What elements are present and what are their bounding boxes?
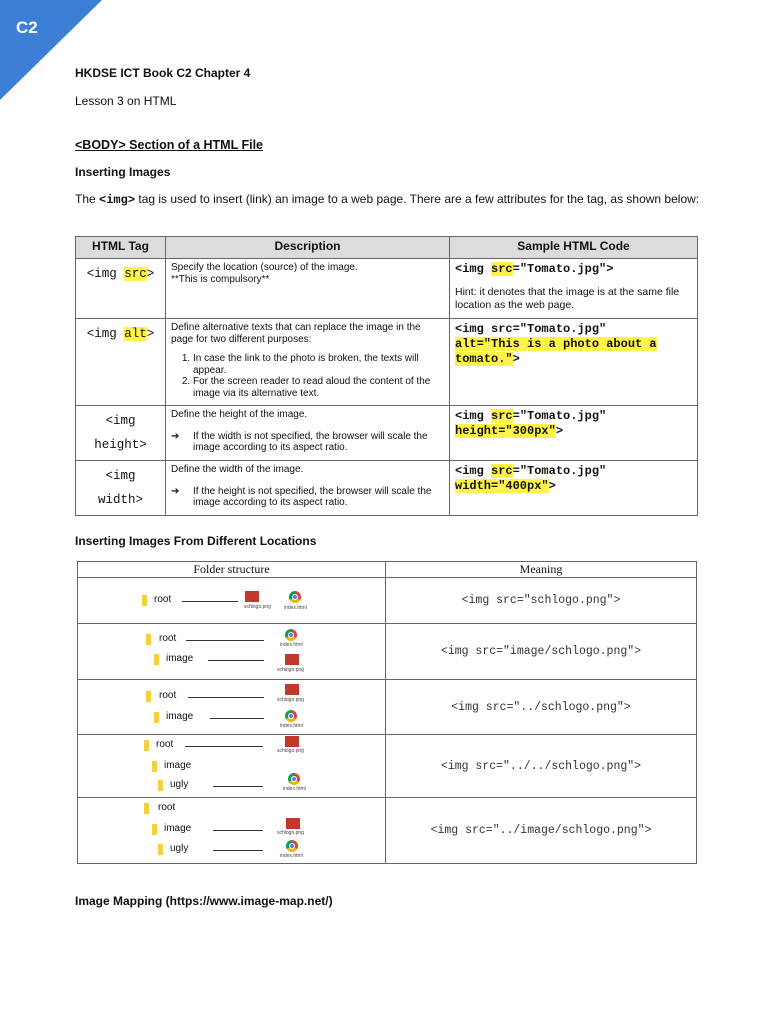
arrow-right-icon: ➔	[171, 485, 180, 497]
image-mapping-heading: Image Mapping (https://www.image-map.net/)	[75, 894, 333, 908]
file-label: schlogo.png	[277, 697, 304, 703]
table-row	[78, 798, 697, 864]
tag-cell: <img alt>	[76, 319, 166, 406]
meaning-cell: <img src="../schlogo.png">	[386, 680, 697, 735]
table-header-row	[76, 237, 698, 259]
inserting-images-intro: The <img> tag is used to insert (link) an image to a web page. There are a few attributes for the tag, as shown below:	[75, 192, 700, 207]
folder-structure-cell	[78, 624, 386, 680]
folder-label: ugly	[170, 779, 189, 790]
folder-icon	[152, 761, 157, 772]
image-locations-table	[77, 561, 697, 864]
table-row	[76, 259, 698, 319]
book-title: HKDSE ICT Book C2 Chapter 4	[75, 66, 251, 80]
folder-icon	[146, 691, 151, 702]
img-attributes-table	[75, 236, 698, 516]
description-cell: Define alternative texts that can replace the image in the page for two different purposes: 1. In case the link to the photo is broken, the texts will appear. 2. For the screen reader to read aloud the content of the image via its alternative text.	[166, 319, 450, 406]
image-file-icon	[285, 736, 299, 747]
folder-icon	[152, 824, 157, 835]
meaning-cell: <img src="../image/schlogo.png">	[386, 798, 697, 864]
chrome-icon	[286, 840, 298, 852]
meaning-cell: <img src="schlogo.png">	[386, 578, 697, 624]
description-cell: Define the height of the image. ➔ If the width is not specified, the browser will scale the image according to its aspect ratio.	[166, 406, 450, 461]
table-header-row	[78, 562, 697, 578]
file-label: schlogo.png	[244, 604, 271, 610]
arrow-right-icon: ➔	[171, 430, 180, 442]
locations-heading: Inserting Images From Different Locations	[75, 534, 317, 548]
folder-label: ugly	[170, 843, 189, 854]
table-row	[78, 578, 697, 624]
hint-text: Hint: it denotes that the image is at the same file location as the web page.	[455, 286, 680, 311]
chrome-icon	[285, 710, 297, 722]
section-title: <BODY> Section of a HTML File	[75, 138, 263, 152]
code-cell: <img src="Tomato.jpg" height="300px">	[450, 406, 698, 461]
folder-icon	[154, 712, 159, 723]
chrome-icon	[288, 773, 300, 785]
file-label: index.html	[283, 786, 306, 792]
image-file-icon	[285, 684, 299, 695]
column-header: Sample HTML Code	[450, 237, 698, 259]
tag-cell: <img height>	[76, 406, 166, 461]
chrome-icon	[285, 629, 297, 641]
chapter-corner-tab	[0, 0, 102, 100]
folder-label: image	[166, 711, 194, 722]
folder-icon	[158, 780, 163, 791]
column-header: Description	[166, 237, 450, 259]
table-row	[76, 319, 698, 406]
description-cell: Specify the location (source) of the image. **This is compulsory**	[166, 259, 450, 319]
table-row	[78, 680, 697, 735]
folder-label: root	[154, 594, 172, 605]
table-row	[78, 735, 697, 798]
folder-label: root	[159, 690, 177, 701]
list-item: 1. In case the link to the photo is broken, the texts will appear.	[193, 353, 444, 376]
chapter-label: C2	[16, 18, 38, 37]
folder-icon	[144, 803, 149, 814]
file-label: index.html	[280, 723, 303, 729]
table-row	[76, 406, 698, 461]
code-cell: <img src="Tomato.jpg" alt="This is a photo about a tomato.">	[450, 319, 698, 406]
file-label: schlogo.png	[277, 830, 304, 836]
lesson-title: Lesson 3 on HTML	[75, 94, 177, 108]
description-cell: Define the width of the image. ➔ If the height is not specified, the browser will scale the image according to its aspect ratio.	[166, 461, 450, 516]
file-label: index.html	[280, 642, 303, 648]
folder-icon	[144, 740, 149, 751]
file-label: schlogo.png	[277, 667, 304, 673]
meaning-cell: <img src="../../schlogo.png">	[386, 735, 697, 798]
folder-structure-cell	[78, 680, 386, 735]
tag-cell: <img src>	[76, 259, 166, 319]
folder-icon	[158, 844, 163, 855]
file-label: index.html	[280, 853, 303, 859]
meaning-cell: <img src="image/schlogo.png">	[386, 624, 697, 680]
code-cell: <img src="Tomato.jpg"> Hint: it denotes that the image is at the same file location as the web page.	[450, 259, 698, 319]
list-item: 2. For the screen reader to read aloud the content of the image via its alternative text.	[193, 376, 444, 399]
folder-label: image	[164, 823, 192, 834]
inserting-images-heading: Inserting Images	[75, 165, 171, 179]
folder-icon	[154, 654, 159, 665]
image-file-icon	[285, 654, 299, 665]
column-header: Folder structure	[78, 562, 386, 578]
folder-label: root	[159, 633, 177, 644]
column-header: Meaning	[386, 562, 697, 578]
folder-structure-cell	[78, 578, 386, 624]
folder-icon	[146, 634, 151, 645]
image-file-icon	[286, 818, 300, 829]
folder-icon	[142, 595, 147, 606]
column-header: HTML Tag	[76, 237, 166, 259]
image-file-icon	[245, 591, 259, 602]
file-label: schlogo.png	[277, 748, 304, 754]
folder-label: root	[156, 739, 174, 750]
folder-structure-cell	[78, 798, 386, 864]
table-row	[78, 624, 697, 680]
chrome-icon	[289, 591, 301, 603]
folder-label: image	[164, 760, 192, 771]
code-cell: <img src="Tomato.jpg" width="400px">	[450, 461, 698, 516]
file-label: index.html	[284, 605, 307, 611]
folder-label: image	[166, 653, 194, 664]
tag-cell: <img width>	[76, 461, 166, 516]
table-row	[76, 461, 698, 516]
folder-structure-cell	[78, 735, 386, 798]
folder-label: root	[158, 802, 176, 813]
